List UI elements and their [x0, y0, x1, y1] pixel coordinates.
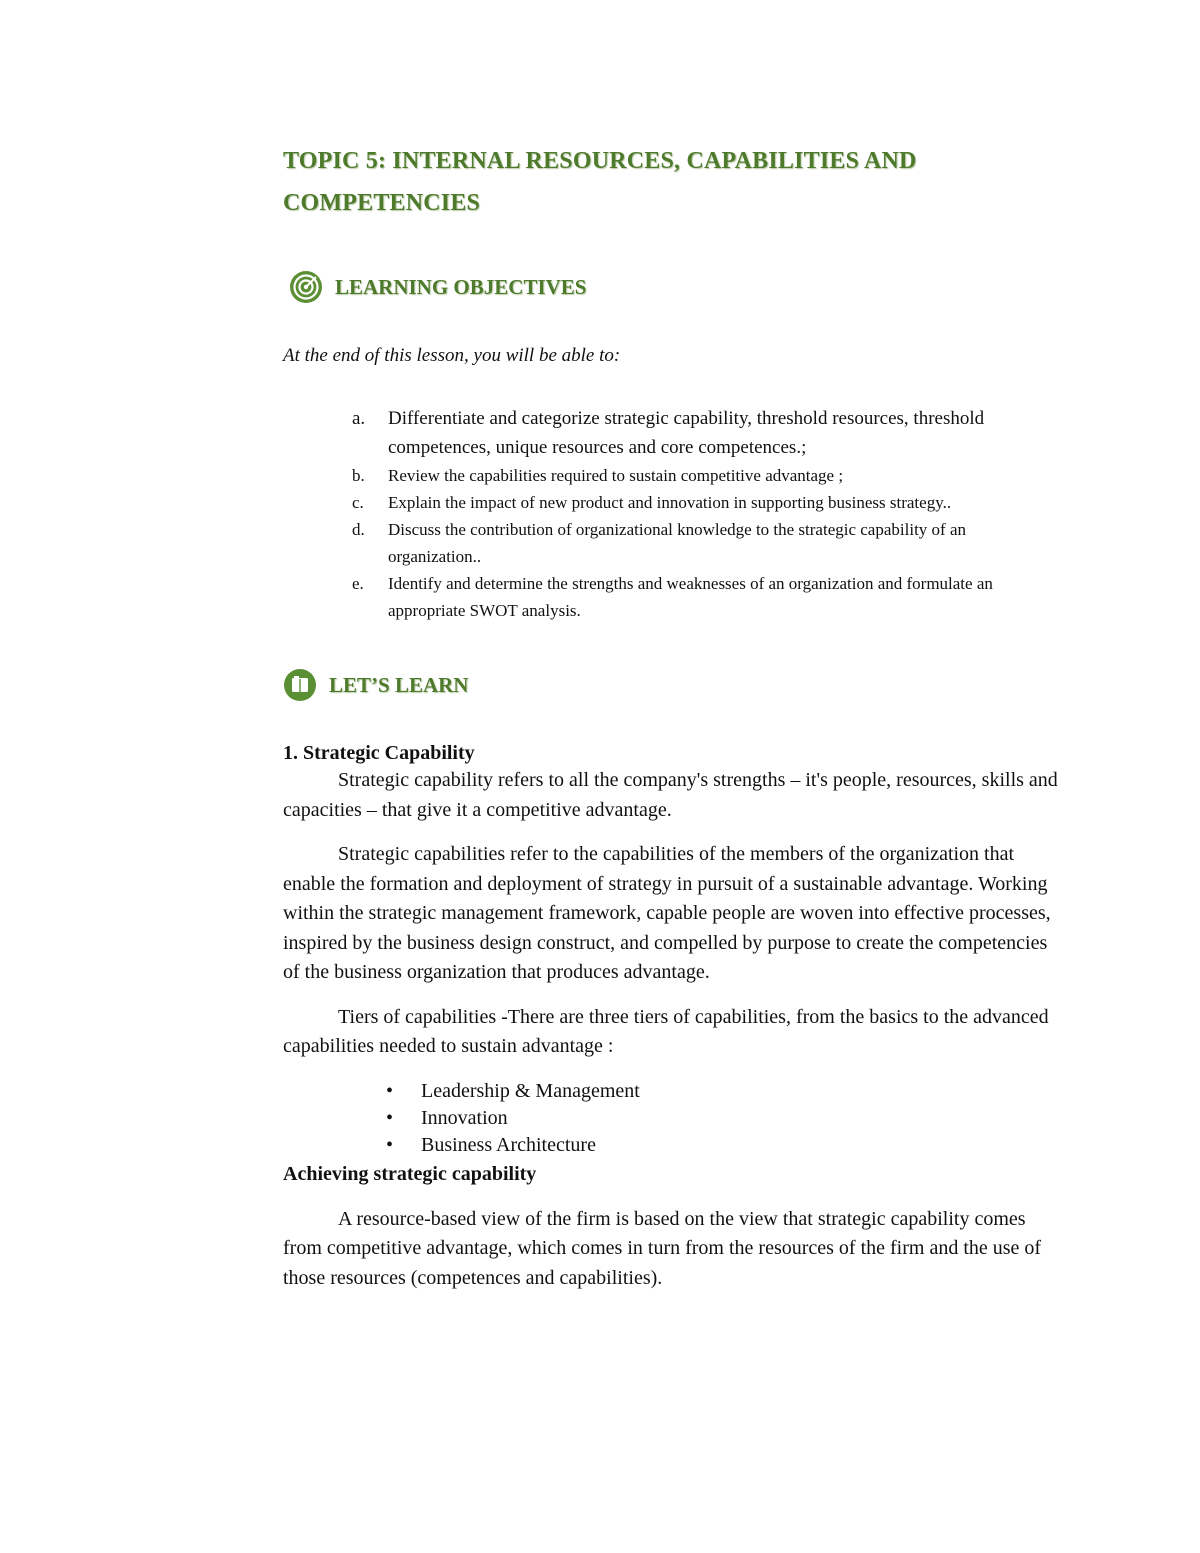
list-item [283, 1078, 1063, 1105]
learning-objectives-label: LEARNING OBJECTIVES [335, 274, 587, 299]
objective-text: Identify and determine the strengths and weaknesses of an organization and formulate an appropriate SWOT analysis. [388, 574, 993, 620]
lets-learn-label: LET’S LEARN [329, 672, 469, 697]
objective-item [283, 404, 1063, 462]
objective-marker: e. [352, 574, 364, 593]
bullet-icon: • [386, 1079, 394, 1102]
page-title: TOPIC 5: INTERNAL RESOURCES, CAPABILITIES AND COMPETENCIES [283, 148, 917, 216]
objectives-list [283, 404, 1063, 624]
objective-item [283, 489, 1063, 516]
objective-marker: d. [352, 520, 365, 539]
objective-marker: a. [352, 408, 366, 429]
objective-item [283, 462, 1063, 489]
objective-text: Explain the impact of new product and innovation in supporting business strategy.. [388, 493, 952, 512]
subheading: Achieving strategic capability [283, 1162, 537, 1185]
list-item [283, 1132, 1063, 1159]
learning-objectives-heading [289, 270, 1063, 304]
paragraph: Strategic capabilities refer to the capabilities of the members of the organization that enable the formation and deployment of strategy in pursuit of a sustainable advantage. Working within the strategic management framework, capable people are woven into effective processes, inspired by the business design construct, and compelled by purpose to create the competencies of the business organization that produces advantage. [283, 843, 1051, 983]
objective-marker: c. [352, 493, 364, 512]
list-item [283, 1105, 1063, 1132]
document-page [283, 140, 1063, 1293]
tier-label: Business Architecture [421, 1133, 596, 1156]
tier-label: Innovation [421, 1106, 508, 1129]
book-icon [283, 668, 317, 702]
objective-item [283, 570, 1063, 624]
objectives-intro: At the end of this lesson, you will be able to: [283, 345, 621, 366]
objective-text: Differentiate and categorize strategic capability, threshold resources, threshold competences, unique resources and core competences.; [388, 408, 985, 458]
bullet-icon: • [386, 1106, 394, 1129]
bullet-icon: • [386, 1133, 394, 1156]
paragraph: Strategic capability refers to all the company's strengths – it's people, resources, skills and capacities – that give it a competitive advantage. [283, 769, 1058, 821]
tiers-list [283, 1078, 1063, 1159]
objective-text: Review the capabilities required to sustain competitive advantage ; [388, 466, 844, 485]
paragraph: A resource-based view of the firm is based on the view that strategic capability comes from competitive advantage, which comes in turn from the resources of the firm and the use of those resources (competences and capabilities). [283, 1207, 1042, 1289]
tier-label: Leadership & Management [421, 1079, 640, 1102]
section-title: 1. Strategic Capability [283, 742, 475, 764]
objective-item [283, 516, 1063, 570]
target-icon [289, 270, 323, 304]
paragraph: Tiers of capabilities -There are three tiers of capabilities, from the basics to the advanced capabilities needed to sustain advantage : [283, 1005, 1049, 1057]
objective-text: Discuss the contribution of organizational knowledge to the strategic capability of an organization.. [388, 520, 966, 566]
objective-marker: b. [352, 466, 365, 485]
lets-learn-heading [283, 668, 1063, 702]
